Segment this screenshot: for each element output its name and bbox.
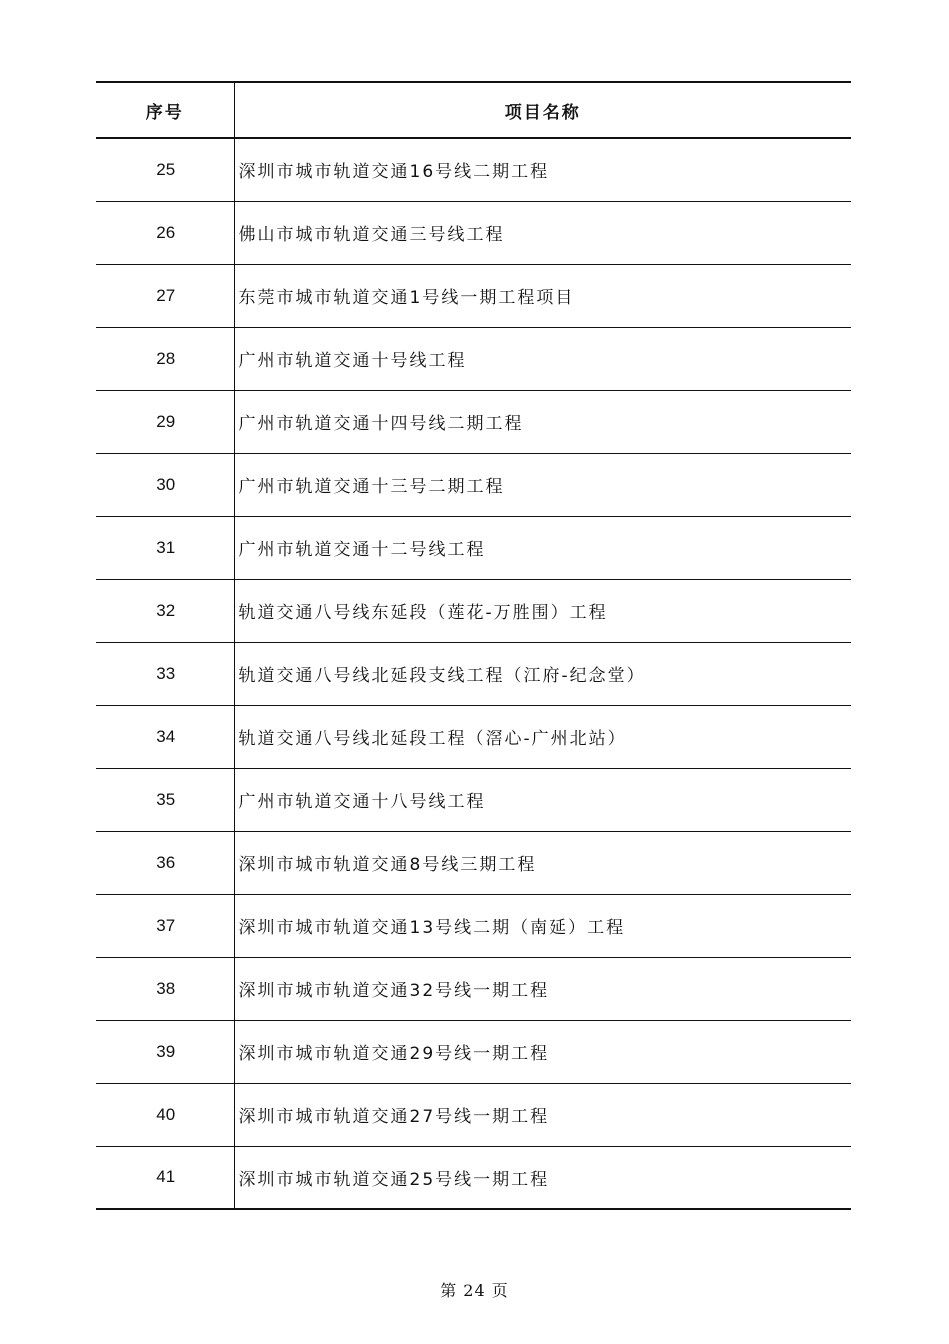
table-row — [96, 390, 851, 453]
row-project-name: 深圳市城市轨道交通27号线一期工程 — [234, 1083, 851, 1146]
row-serial-number: 25 — [96, 138, 234, 201]
row-project-name: 广州市轨道交通十三号二期工程 — [234, 453, 851, 516]
row-project-name: 轨道交通八号线北延段工程（滘心-广州北站） — [234, 705, 851, 768]
row-project-name: 佛山市城市轨道交通三号线工程 — [234, 201, 851, 264]
table-row — [96, 957, 851, 1020]
row-project-name: 东莞市城市轨道交通1号线一期工程项目 — [234, 264, 851, 327]
header-serial-number: 序号 — [96, 82, 234, 138]
row-project-name: 深圳市城市轨道交通8号线三期工程 — [234, 831, 851, 894]
row-serial-number: 40 — [96, 1083, 234, 1146]
table-row — [96, 1020, 851, 1083]
table-row — [96, 327, 851, 390]
table-row — [96, 831, 851, 894]
row-project-name: 广州市轨道交通十四号线二期工程 — [234, 390, 851, 453]
row-project-name: 广州市轨道交通十八号线工程 — [234, 768, 851, 831]
row-serial-number: 28 — [96, 327, 234, 390]
page-number: 第 24 页 — [440, 1281, 509, 1300]
row-serial-number: 39 — [96, 1020, 234, 1083]
table-row — [96, 138, 851, 201]
table-row — [96, 201, 851, 264]
row-project-name: 广州市轨道交通十二号线工程 — [234, 516, 851, 579]
row-project-name: 深圳市城市轨道交通29号线一期工程 — [234, 1020, 851, 1083]
row-serial-number: 30 — [96, 453, 234, 516]
row-serial-number: 35 — [96, 768, 234, 831]
table-row — [96, 453, 851, 516]
table-row — [96, 579, 851, 642]
header-project-name: 项目名称 — [234, 82, 851, 138]
row-serial-number: 41 — [96, 1146, 234, 1209]
project-table — [96, 81, 851, 1210]
row-serial-number: 32 — [96, 579, 234, 642]
row-serial-number: 34 — [96, 705, 234, 768]
row-serial-number: 38 — [96, 957, 234, 1020]
row-project-name: 轨道交通八号线东延段（莲花-万胜围）工程 — [234, 579, 851, 642]
row-serial-number: 31 — [96, 516, 234, 579]
row-project-name: 深圳市城市轨道交通25号线一期工程 — [234, 1146, 851, 1209]
table-body — [96, 138, 851, 1209]
row-serial-number: 29 — [96, 390, 234, 453]
row-project-name: 深圳市城市轨道交通32号线一期工程 — [234, 957, 851, 1020]
row-project-name: 深圳市城市轨道交通13号线二期（南延）工程 — [234, 894, 851, 957]
row-serial-number: 26 — [96, 201, 234, 264]
row-project-name: 深圳市城市轨道交通16号线二期工程 — [234, 138, 851, 201]
table-row — [96, 1083, 851, 1146]
row-project-name: 广州市轨道交通十号线工程 — [234, 327, 851, 390]
table-row — [96, 1146, 851, 1209]
row-serial-number: 36 — [96, 831, 234, 894]
table-row — [96, 894, 851, 957]
table-row — [96, 264, 851, 327]
table-row — [96, 516, 851, 579]
row-serial-number: 37 — [96, 894, 234, 957]
row-project-name: 轨道交通八号线北延段支线工程（江府-纪念堂） — [234, 642, 851, 705]
table-row — [96, 705, 851, 768]
row-serial-number: 33 — [96, 642, 234, 705]
table-row — [96, 642, 851, 705]
row-serial-number: 27 — [96, 264, 234, 327]
table-header-row — [96, 82, 851, 138]
table-row — [96, 768, 851, 831]
